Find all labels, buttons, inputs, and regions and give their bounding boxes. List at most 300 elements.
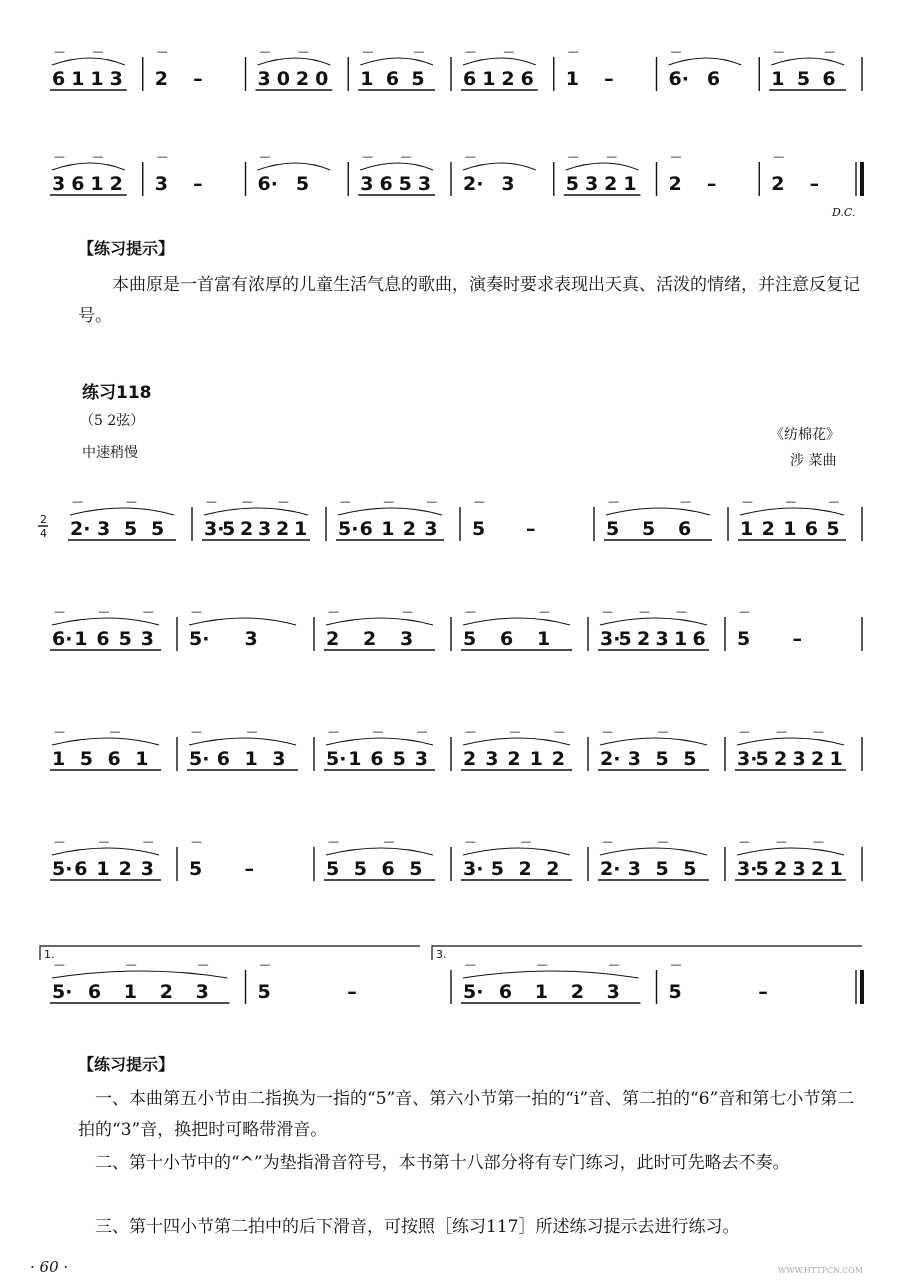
note: 5: [124, 518, 138, 540]
fingering-mark: —: [54, 835, 65, 848]
note: 3: [109, 68, 123, 90]
note: 5: [189, 858, 203, 880]
fingering-mark: —: [191, 725, 202, 738]
fingering-mark: —: [413, 45, 425, 58]
note: 2: [761, 518, 775, 540]
fingering-mark: —: [191, 835, 202, 848]
slur: [463, 848, 570, 855]
fingering-mark: —: [426, 495, 438, 508]
note: 1: [74, 628, 88, 650]
note: 3·: [204, 518, 225, 540]
note: 5: [490, 858, 504, 880]
fingering-mark: —: [142, 605, 154, 618]
note: 1: [381, 518, 395, 540]
note: 5·: [52, 981, 73, 1003]
slur: [463, 618, 570, 625]
fingering-mark: —: [328, 725, 339, 738]
note: 3: [272, 748, 286, 770]
fingering-mark: —: [465, 835, 476, 848]
note: –: [193, 173, 203, 195]
fingering-mark: —: [739, 835, 750, 848]
fingering-mark: —: [670, 150, 682, 163]
note: 3: [52, 173, 66, 195]
note: 5: [326, 858, 340, 880]
tip2-p2: 二、第十小节中的“^”为垫指滑音符号，本书第十八部分将有专门练习，此时可先略去不奏。: [95, 1153, 790, 1173]
note: 5: [392, 748, 406, 770]
fingering-mark: —: [92, 150, 104, 163]
fingering-mark: —: [340, 495, 351, 508]
exercise-composer: 涉 菜曲: [790, 453, 837, 469]
note: 2·: [600, 748, 621, 770]
tip2-p1: 一、本曲第五小节由二指换为一指的“5”音、第六小节第一拍的“i”音、第二拍的“6”音和第七小节第二拍的“3”音，换把时可略带滑音。: [78, 1089, 855, 1140]
fingering-mark: —: [465, 45, 476, 58]
fingering-mark: —: [191, 605, 202, 618]
exercise-tempo: 中速稍慢: [82, 445, 138, 461]
note: 1: [783, 518, 797, 540]
note: 5: [796, 68, 811, 90]
fingering-mark: —: [503, 45, 515, 58]
fingering-mark: —: [98, 605, 110, 618]
note: 1: [534, 981, 549, 1003]
fingering-mark: —: [602, 725, 613, 738]
note: 3·: [463, 858, 484, 880]
note: 3: [485, 748, 499, 770]
slur: [737, 738, 844, 745]
fingering-mark: —: [824, 45, 836, 58]
note: 5: [151, 518, 165, 540]
note: 6: [52, 68, 66, 90]
note: –: [706, 173, 717, 195]
slur: [338, 508, 442, 515]
fingering-mark: —: [465, 958, 476, 971]
fingering-mark: —: [402, 605, 413, 618]
note: 1: [565, 68, 579, 90]
slur: [740, 508, 844, 515]
note: 2: [811, 858, 825, 880]
note: 5·: [189, 748, 210, 770]
fingering-mark: —: [539, 605, 550, 618]
note: 2: [240, 518, 254, 540]
note: 1: [529, 748, 543, 770]
ex-staff-1: [0, 485, 900, 605]
fingering-mark: —: [242, 495, 253, 508]
slur: [566, 163, 639, 170]
note: 6: [359, 518, 373, 540]
fingering-mark: —: [739, 605, 750, 618]
fingering-mark: —: [639, 605, 650, 618]
fingering-mark: —: [602, 835, 613, 848]
note: 2: [276, 518, 290, 540]
fingering-mark: —: [383, 495, 395, 508]
fingering-mark: —: [785, 495, 797, 508]
note: 3: [360, 173, 374, 195]
tip2-heading: 【练习提示】: [78, 1055, 175, 1074]
note: –: [244, 858, 254, 880]
note: 2: [501, 68, 515, 90]
fingering-mark: —: [465, 605, 476, 618]
note: 5: [668, 981, 682, 1003]
note: –: [792, 628, 802, 650]
slur: [326, 618, 433, 625]
note: 5: [565, 173, 579, 195]
slur: [189, 618, 296, 625]
note: 5: [655, 748, 669, 770]
note: 5: [655, 858, 669, 880]
note: 5: [353, 858, 367, 880]
note: 2: [463, 748, 477, 770]
note: 3: [258, 518, 272, 540]
note: 5: [618, 628, 632, 650]
fingering-mark: —: [54, 725, 65, 738]
ex-staff-5: [0, 940, 900, 1060]
fingering-mark: —: [742, 495, 753, 508]
note: 3: [195, 981, 209, 1003]
note: 3: [627, 748, 641, 770]
fingering-mark: —: [670, 958, 682, 971]
fingering-mark: —: [608, 495, 619, 508]
note: 1: [348, 748, 362, 770]
note: 2: [811, 748, 825, 770]
slur: [258, 163, 331, 170]
tip2-p3: 三、第十四小节第二拍中的后下滑音，可按照［练习117］所述练习提示去进行练习。: [95, 1217, 740, 1237]
fingering-mark: —: [362, 45, 374, 58]
note: 6·: [668, 68, 689, 90]
slur: [600, 848, 707, 855]
fingering-mark: —: [54, 45, 65, 58]
note: 1: [294, 518, 308, 540]
note: 2: [774, 858, 788, 880]
slur: [204, 508, 308, 515]
note: 3: [417, 173, 432, 195]
fingering-mark: —: [509, 725, 521, 738]
note: 3: [140, 628, 155, 650]
note: 2: [604, 173, 618, 195]
slur: [189, 738, 296, 745]
note: 5: [606, 518, 620, 540]
fingering-mark: —: [536, 958, 548, 971]
note: –: [526, 518, 536, 540]
note: 3: [501, 173, 515, 195]
fingering-mark: —: [813, 725, 824, 738]
note: 3·: [737, 858, 758, 880]
fingering-mark: —: [474, 495, 485, 508]
note: 1: [674, 628, 688, 650]
fingering-mark: —: [739, 725, 750, 738]
note: 3: [792, 858, 806, 880]
note: 1: [482, 68, 496, 90]
note: 6: [370, 748, 384, 770]
watermark: WWW.HTTPCN.COM: [778, 1266, 864, 1275]
note: 6: [804, 518, 819, 540]
note: 5·: [326, 748, 347, 770]
note: 6: [500, 628, 514, 650]
note: 1: [123, 981, 138, 1003]
note: 5: [755, 748, 769, 770]
fingering-mark: —: [670, 45, 682, 58]
fingering-mark: —: [676, 605, 687, 618]
note: 6: [87, 981, 102, 1003]
note: 3: [244, 628, 258, 650]
fingering-mark: —: [657, 835, 669, 848]
fingering-mark: —: [328, 835, 339, 848]
note: 2: [326, 628, 340, 650]
note: 5·: [338, 518, 359, 540]
slur: [52, 58, 125, 65]
fingering-mark: —: [98, 835, 110, 848]
fingering-mark: —: [92, 45, 104, 58]
note: 6: [498, 981, 513, 1003]
slur: [52, 738, 159, 745]
slur: [52, 971, 228, 978]
note: 5: [683, 748, 697, 770]
note: 5·: [463, 981, 484, 1003]
note: 6·: [52, 628, 73, 650]
note: 2: [668, 173, 682, 195]
slur: [600, 738, 707, 745]
fingering-mark: —: [773, 45, 785, 58]
note: 1: [52, 748, 66, 770]
time-sig-bottom: 4: [40, 527, 47, 540]
note: 3: [655, 628, 669, 650]
note: 5: [472, 518, 486, 540]
note: 2: [159, 981, 173, 1003]
note: 3·: [737, 748, 758, 770]
note: 1: [135, 748, 149, 770]
fingering-mark: —: [156, 45, 168, 58]
slur: [463, 738, 570, 745]
note: 1: [90, 68, 104, 90]
slur: [463, 163, 536, 170]
note: 6: [822, 68, 836, 90]
fingering-mark: —: [680, 495, 691, 508]
fingering-mark: —: [813, 835, 824, 848]
note: 6: [107, 748, 121, 770]
fingering-mark: —: [657, 725, 669, 738]
note: 3: [154, 173, 168, 195]
slur: [600, 618, 707, 625]
note: 1: [829, 748, 843, 770]
fingering-mark: —: [776, 835, 787, 848]
slur: [771, 58, 844, 65]
note: 1: [96, 858, 110, 880]
note: 3: [400, 628, 414, 650]
fingering-mark: —: [608, 958, 620, 971]
note: 6: [381, 858, 395, 880]
slur: [463, 58, 536, 65]
fingering-mark: —: [383, 835, 395, 848]
slur: [360, 163, 433, 170]
volta-label-2: 3.: [436, 948, 447, 961]
note: 6: [71, 173, 85, 195]
fingering-mark: —: [126, 495, 137, 508]
note: 5: [642, 518, 656, 540]
note: 6: [692, 628, 706, 650]
note: 6: [463, 68, 477, 90]
note: –: [347, 981, 357, 1003]
fingering-mark: —: [567, 45, 579, 58]
fingering-mark: —: [142, 835, 154, 848]
fingering-mark: —: [246, 725, 258, 738]
note: 5: [683, 858, 697, 880]
exercise-title: 练习118: [82, 383, 152, 403]
slur: [360, 58, 433, 65]
page-number: · 60 ·: [30, 1258, 69, 1276]
fingering-mark: —: [206, 495, 217, 508]
note: 1: [360, 68, 374, 90]
slur: [70, 508, 174, 515]
fingering-mark: —: [278, 495, 289, 508]
fingering-mark: —: [54, 958, 65, 971]
note: 5·: [52, 858, 73, 880]
note: 5: [398, 173, 412, 195]
fingering-mark: —: [553, 725, 565, 738]
note: 2: [507, 748, 521, 770]
fingering-mark: —: [776, 725, 787, 738]
slur: [52, 618, 159, 625]
fingering-mark: —: [520, 835, 532, 848]
note: 6: [74, 858, 88, 880]
fingering-mark: —: [259, 45, 271, 58]
fingering-mark: —: [828, 495, 840, 508]
volta-bracket-2: [432, 946, 862, 960]
fingering-mark: —: [72, 495, 83, 508]
note: 6: [520, 68, 534, 90]
note: –: [604, 68, 614, 90]
top-staff-1: [0, 30, 900, 150]
note: 3: [97, 518, 111, 540]
note: 6: [385, 68, 400, 90]
note: 2: [295, 68, 310, 90]
note: 2: [637, 628, 651, 650]
note: 6: [216, 748, 230, 770]
note: 2·: [70, 518, 91, 540]
note: 5: [257, 981, 271, 1003]
ex-staff-2: [0, 595, 900, 715]
fingering-mark: —: [259, 958, 271, 971]
note: 3·: [600, 628, 621, 650]
slur: [52, 848, 159, 855]
fingering-mark: —: [197, 958, 209, 971]
exercise-song: 《纺棉花》: [770, 427, 840, 443]
note: 5: [295, 173, 310, 195]
note: 0: [276, 68, 290, 90]
note: 1: [740, 518, 754, 540]
fingering-mark: —: [465, 150, 476, 163]
note: 3: [414, 748, 429, 770]
note: 6: [706, 68, 721, 90]
slur: [463, 971, 639, 978]
note: 1: [771, 68, 785, 90]
note: 2: [774, 748, 788, 770]
fingering-mark: —: [54, 605, 65, 618]
fingering-mark: —: [602, 605, 613, 618]
note: 2: [402, 518, 417, 540]
note: 2: [518, 858, 532, 880]
note: 3: [792, 748, 806, 770]
slur: [52, 163, 125, 170]
note: 3: [584, 173, 599, 195]
slur: [669, 58, 742, 65]
volta-bracket-1: [40, 946, 420, 960]
fingering-mark: —: [297, 45, 309, 58]
slur: [606, 508, 710, 515]
note: 2·: [463, 173, 484, 195]
note: 6: [678, 518, 692, 540]
note: –: [758, 981, 768, 1003]
note: 3: [627, 858, 641, 880]
slur: [737, 848, 844, 855]
fingering-mark: —: [328, 605, 339, 618]
volta-label-1: 1.: [44, 948, 55, 961]
note: 1: [90, 173, 104, 195]
exercise-tuning: （5 2弦）: [80, 413, 145, 429]
note: 5·: [189, 628, 210, 650]
fingering-mark: —: [773, 150, 785, 163]
note: 3: [424, 518, 438, 540]
note: 5: [222, 518, 236, 540]
note: 5: [118, 628, 132, 650]
note: 3: [140, 858, 155, 880]
note: 1: [623, 173, 637, 195]
note: 5: [411, 68, 425, 90]
note: 5: [79, 748, 93, 770]
dc-mark: D.C.: [832, 206, 856, 219]
note: 2: [546, 858, 560, 880]
slur: [258, 58, 331, 65]
fingering-mark: —: [465, 725, 476, 738]
note: 6: [96, 628, 110, 650]
fingering-mark: —: [416, 725, 428, 738]
note: 5: [826, 518, 840, 540]
slur: [326, 848, 433, 855]
slur: [326, 738, 433, 745]
note: 1: [537, 628, 551, 650]
ex-staff-4: [0, 825, 900, 945]
note: 5: [463, 628, 477, 650]
fingering-mark: —: [125, 958, 137, 971]
fingering-mark: —: [567, 150, 579, 163]
time-sig-top: 2: [40, 513, 47, 526]
fingering-mark: —: [109, 725, 121, 738]
note: –: [809, 173, 820, 195]
note: 0: [315, 68, 329, 90]
note: 2: [154, 68, 168, 90]
fingering-mark: —: [362, 150, 374, 163]
note: 2: [570, 981, 584, 1003]
fingering-mark: —: [156, 150, 168, 163]
note: 5: [409, 858, 423, 880]
note: 2: [118, 858, 132, 880]
fingering-mark: —: [372, 725, 384, 738]
note: 2: [363, 628, 377, 650]
note: –: [193, 68, 203, 90]
note: 3: [606, 981, 620, 1003]
note: 6·: [257, 173, 278, 195]
note: 1: [244, 748, 258, 770]
note: 2: [551, 748, 566, 770]
fingering-mark: —: [400, 150, 412, 163]
note: 5: [755, 858, 769, 880]
fingering-mark: —: [606, 150, 618, 163]
note: 1: [71, 68, 85, 90]
note: 2·: [600, 858, 621, 880]
ex-staff-3: [0, 715, 900, 835]
note: 5: [737, 628, 751, 650]
note: 2: [771, 173, 785, 195]
note: 2: [109, 173, 123, 195]
note: 3: [257, 68, 271, 90]
note: 1: [829, 858, 843, 880]
